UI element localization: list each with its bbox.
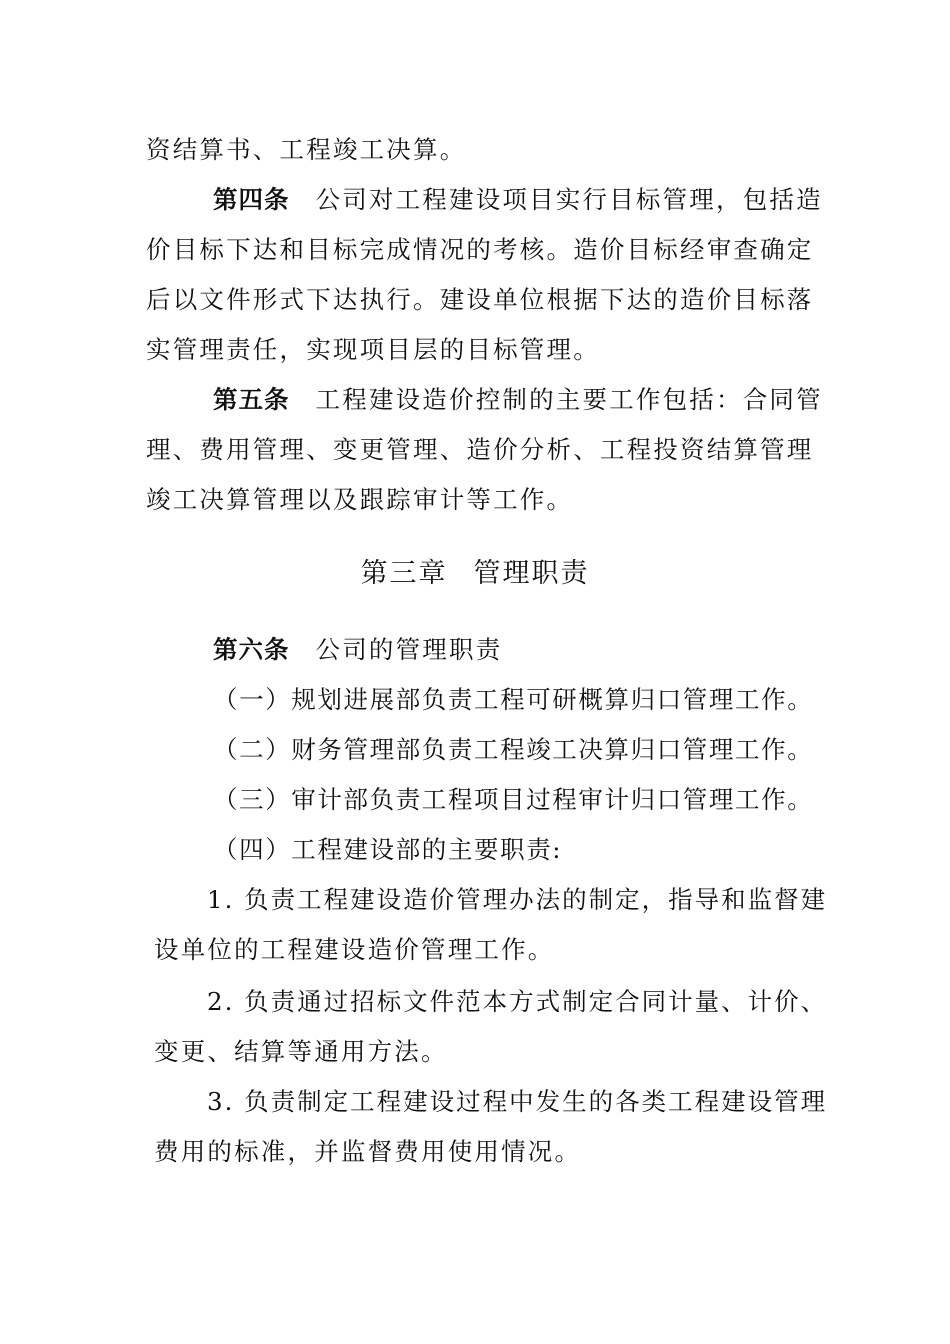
article-number: 第六条 bbox=[213, 635, 290, 664]
article-5-line-2: 理、费用管理、变更管理、造价分析、工程投资结算管理 bbox=[146, 435, 814, 464]
article-5-line-1 bbox=[213, 383, 883, 417]
duty-3-line-2: 费用的标准，并监督费用使用情况。 bbox=[154, 1137, 582, 1166]
list-item: （四）工程建设部的主要职责: bbox=[213, 835, 563, 864]
article-4-line-4: 实管理责任，实现项目层的目标管理。 bbox=[146, 335, 600, 364]
chapter-title: 管理职责 bbox=[473, 558, 590, 589]
duty-1-line-1: 1. 负责工程建设造价管理办法的制定，指导和监督建 bbox=[207, 885, 828, 914]
duty-2-line-1: 2. 负责通过招标文件范本方式制定合同计量、计价、 bbox=[207, 987, 828, 1016]
article-text: 公司的管理职责 bbox=[315, 635, 503, 664]
article-number: 第五条 bbox=[213, 385, 290, 414]
paragraph-line: 资结算书、工程竣工决算。 bbox=[146, 135, 467, 164]
duty-2-line-2: 变更、结算等通用方法。 bbox=[154, 1037, 448, 1066]
list-item: （二）财务管理部负责工程竣工决算归口管理工作。 bbox=[213, 735, 814, 764]
chapter-number: 第三章 bbox=[360, 558, 448, 589]
article-5-line-3: 竣工决算管理以及跟踪审计等工作。 bbox=[146, 485, 574, 514]
article-4-line-2: 价目标下达和目标完成情况的考核。造价目标经审查确定 bbox=[146, 235, 814, 264]
list-item: （一）规划进展部负责工程可研概算归口管理工作。 bbox=[213, 685, 814, 714]
article-4-line-1 bbox=[213, 183, 883, 217]
article-text: 工程建设造价控制的主要工作包括：合同管 bbox=[315, 385, 823, 414]
article-number: 第四条 bbox=[213, 185, 290, 214]
article-6-line-1 bbox=[213, 633, 883, 667]
duty-3-line-1: 3. 负责制定工程建设过程中发生的各类工程建设管理 bbox=[207, 1087, 828, 1116]
article-text: 公司对工程建设项目实行目标管理，包括造 bbox=[315, 185, 823, 214]
chapter-heading bbox=[0, 555, 950, 593]
duty-1-line-2: 设单位的工程建设造价管理工作。 bbox=[154, 935, 555, 964]
article-4-line-3: 后以文件形式下达执行。建设单位根据下达的造价目标落 bbox=[146, 285, 814, 314]
list-item: （三）审计部负责工程项目过程审计归口管理工作。 bbox=[213, 785, 814, 814]
